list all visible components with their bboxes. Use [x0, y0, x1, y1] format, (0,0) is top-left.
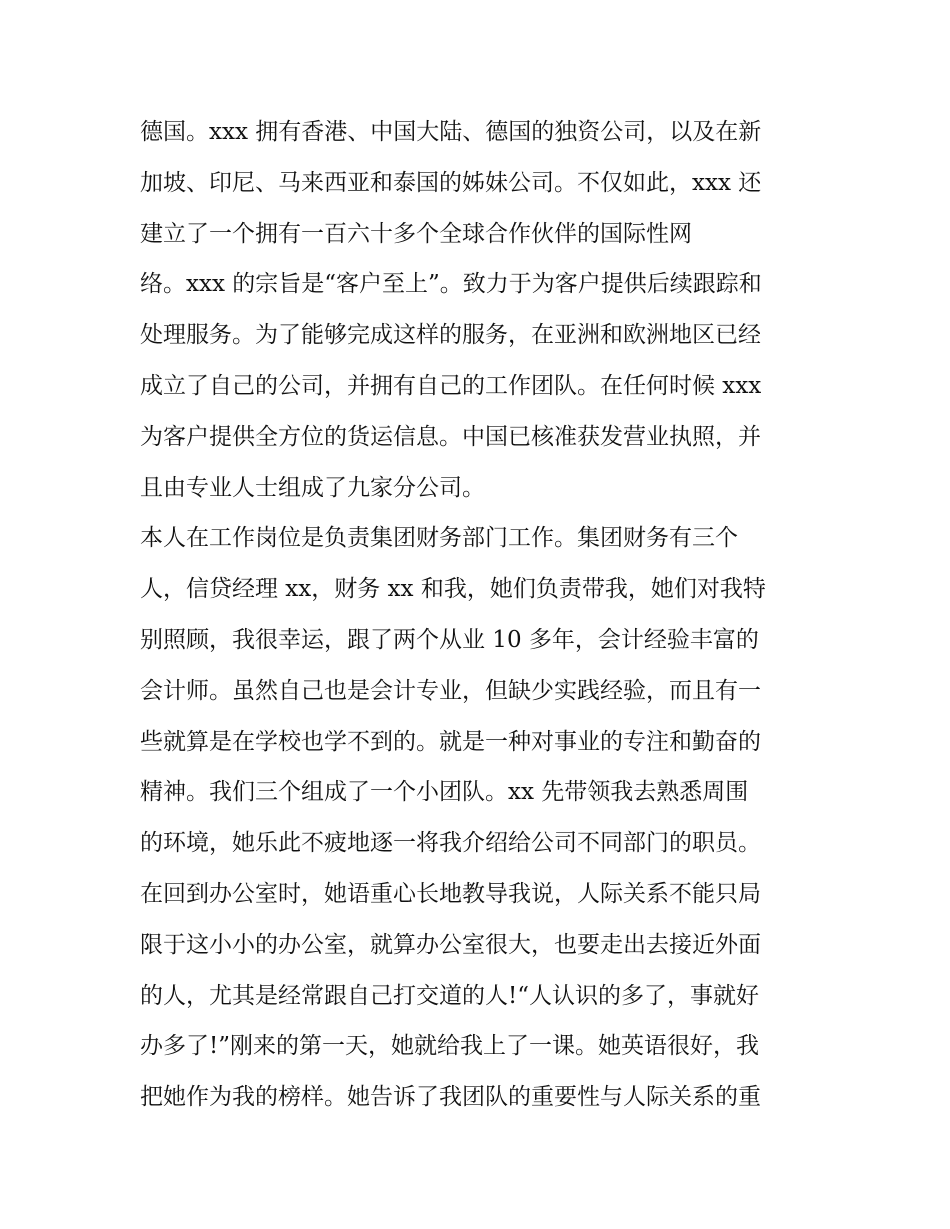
text-line: 为客户提供全方位的货运信息。中国已核准获发营业执照，并 — [140, 423, 761, 450]
text-line: 络。xxx 的宗旨是“客户至上”。致力于为客户提供后续跟踪和 — [140, 271, 762, 298]
text-line: 别照顾，我很幸运，跟了两个从业 10 多年，会计经验丰富的 — [140, 626, 759, 653]
text-line: 在回到办公室时，她语重心长地教导我说，人际关系不能只局 — [140, 880, 761, 907]
text-line: 办多了!”刚来的第一天，她就给我上了一课。她英语很好，我 — [140, 1033, 760, 1060]
text-line: 把她作为我的榜样。她告诉了我团队的重要性与人际关系的重 — [140, 1084, 761, 1111]
text-line: 且由专业人士组成了九家分公司。 — [140, 474, 485, 501]
text-line: 德国。xxx 拥有香港、中国大陆、德国的独资公司，以及在新 — [140, 119, 762, 145]
paragraph-work-experience — [140, 513, 820, 1123]
paragraph-company-intro — [140, 107, 820, 513]
text-line: 些就算是在学校也学不到的。就是一种对事业的专注和勤奋的 — [140, 728, 761, 755]
document-body — [140, 107, 820, 1123]
text-line: 会计师。虽然自己也是会计专业，但缺少实践经验，而且有一 — [140, 677, 761, 704]
text-line: 成立了自己的公司，并拥有自己的工作团队。在任何时候 xxx — [140, 372, 762, 399]
text-line: 的环境，她乐此不疲地逐一将我介绍给公司不同部门的职员。 — [140, 830, 761, 857]
text-line: 精神。我们三个组成了一个小团队。xx 先带领我去熟悉周围 — [140, 779, 749, 806]
text-line: 本人在工作岗位是负责集团财务部门工作。集团财务有三个 — [140, 525, 738, 552]
text-line: 限于这小小的办公室，就算办公室很大，也要走出去接近外面 — [140, 931, 761, 958]
text-line: 加坡、印尼、马来西亚和泰国的姊妹公司。不仅如此，xxx 还 — [140, 169, 762, 196]
text-line: 建立了一个拥有一百六十多个全球合作伙伴的国际性网 — [140, 220, 692, 247]
text-line: 人，信贷经理 xx，财务 xx 和我，她们负责带我，她们对我特 — [140, 576, 766, 603]
text-line: 的人，尤其是经常跟自己打交道的人!“人认识的多了，事就好 — [140, 982, 760, 1009]
text-line: 处理服务。为了能够完成这样的服务，在亚洲和欧洲地区已经 — [140, 322, 761, 349]
